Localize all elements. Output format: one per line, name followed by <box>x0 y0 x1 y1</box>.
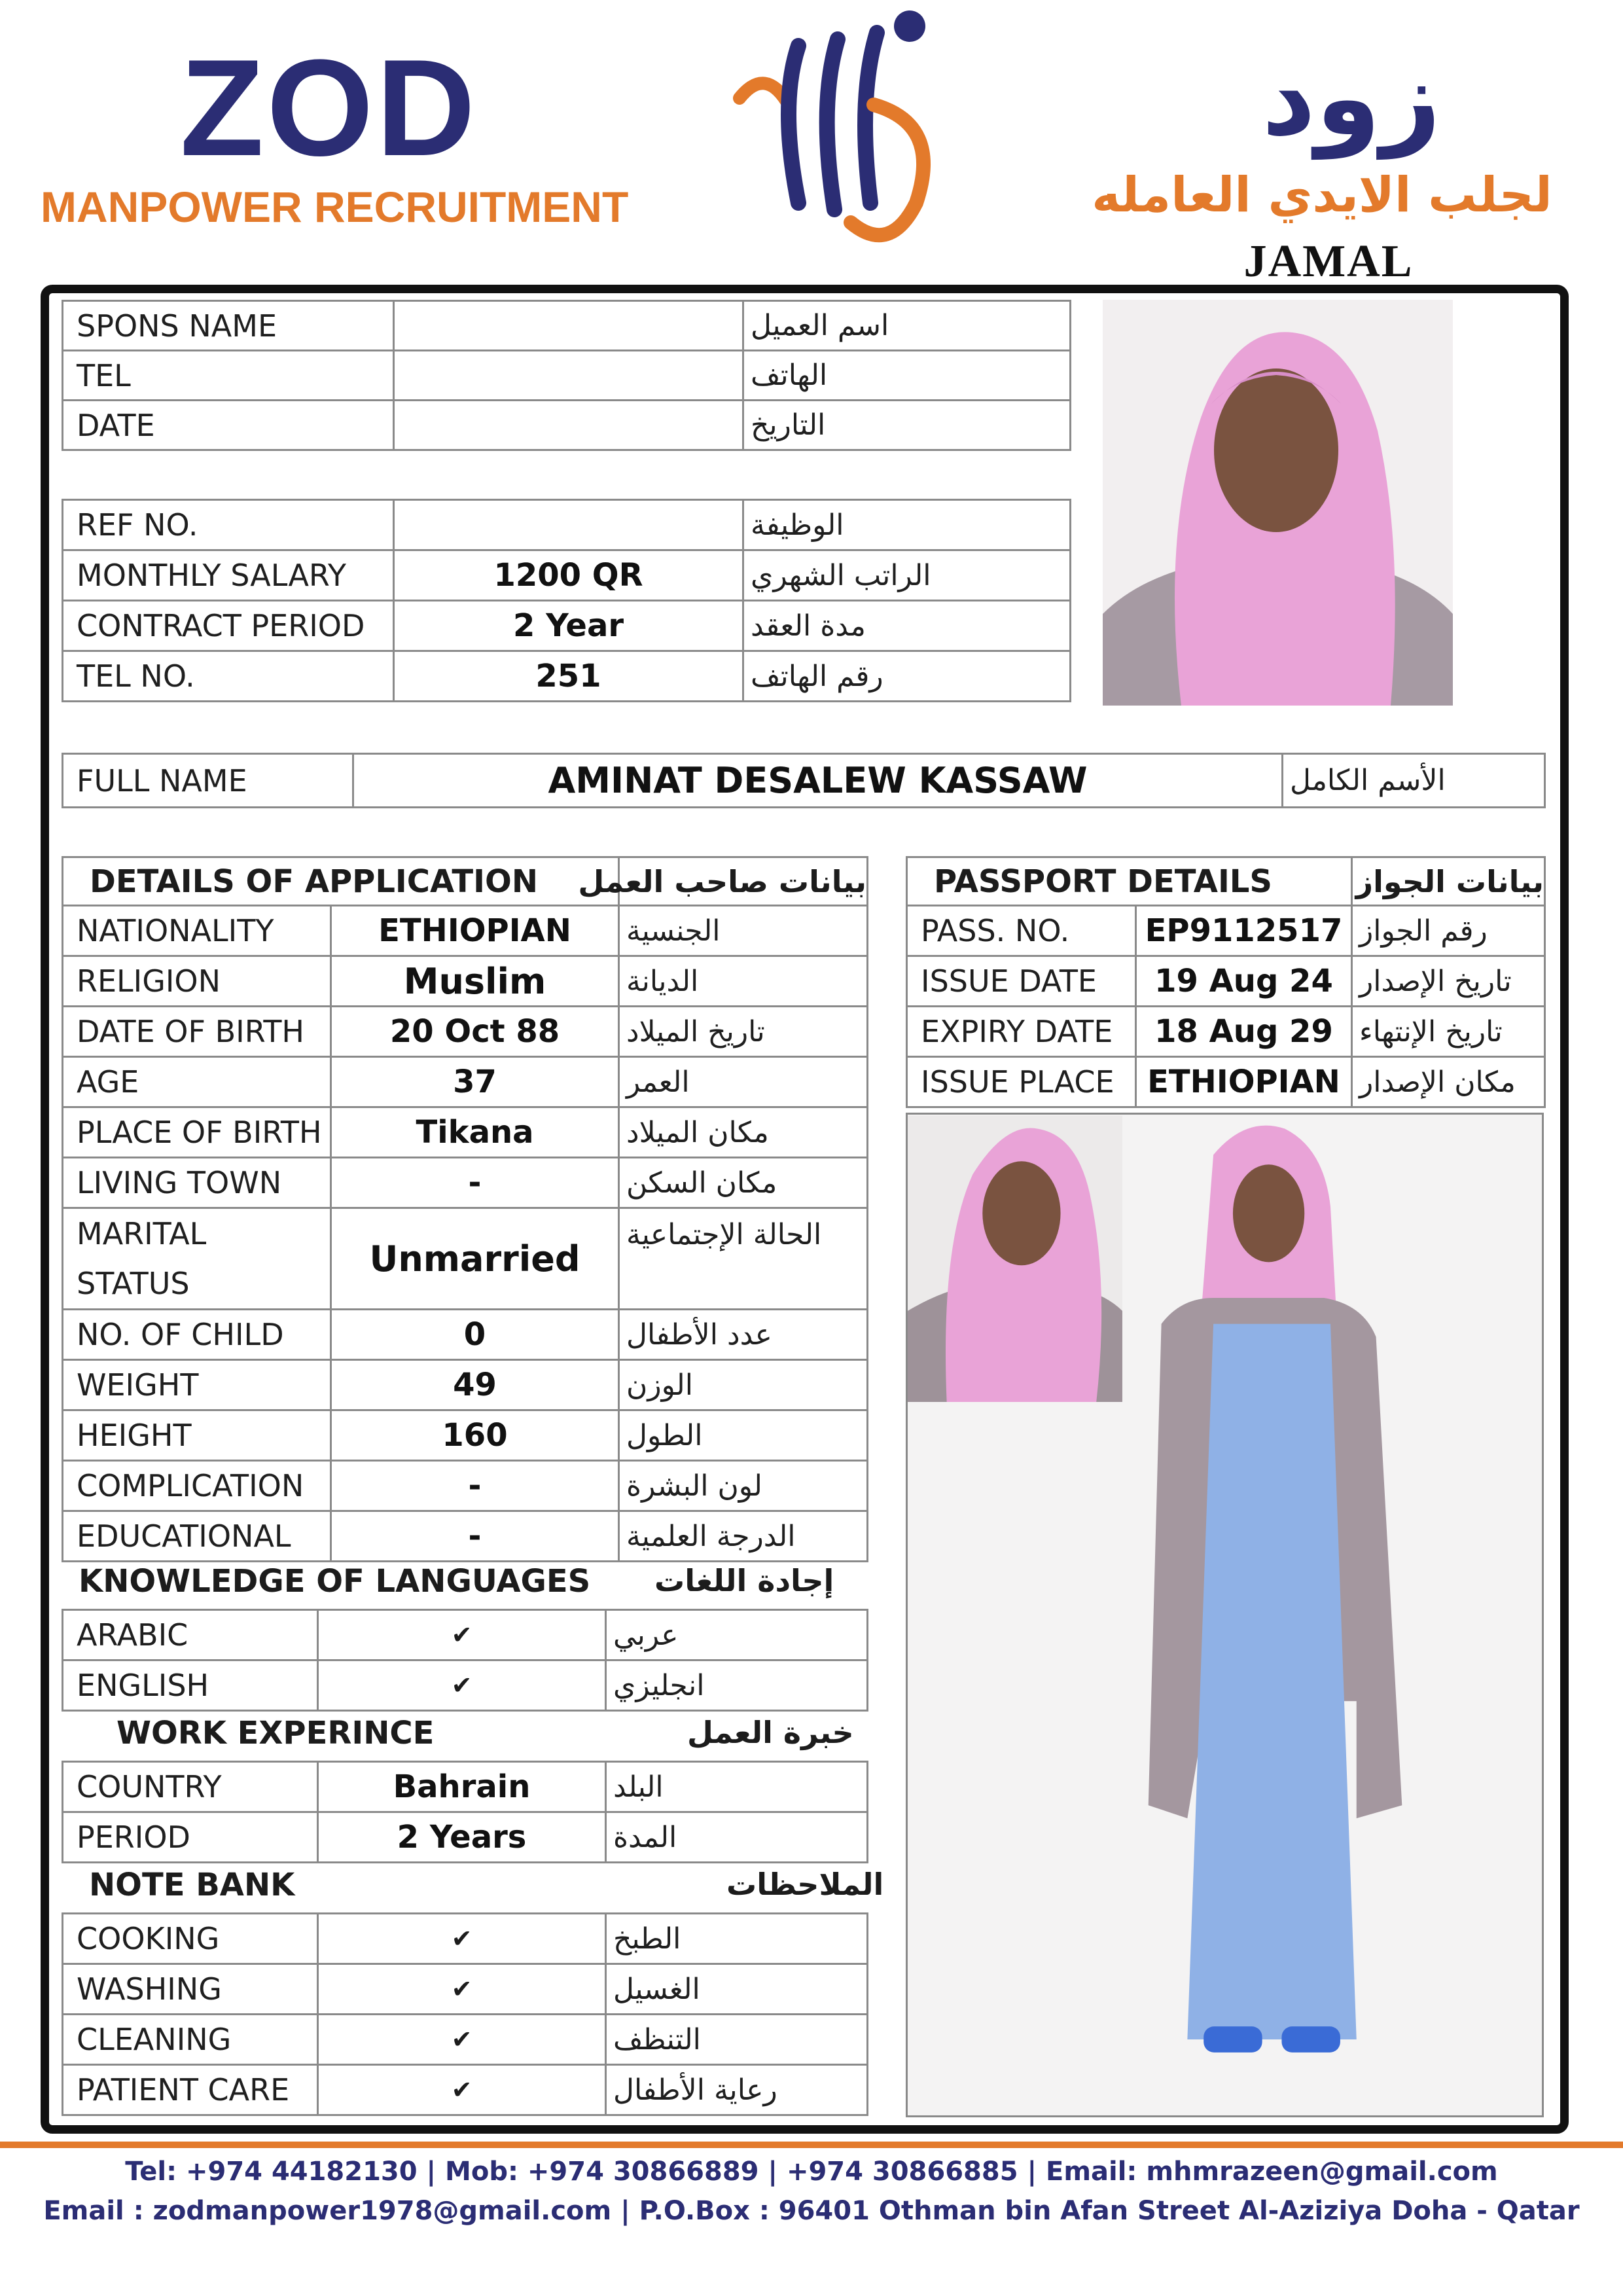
languages-table <box>62 1609 868 1712</box>
no-of-child-value: 0 <box>331 1310 619 1360</box>
date-of-birth-label: DATE OF BIRTH <box>63 1007 331 1057</box>
patient-care-label-ar: رعاية الأطفال <box>606 2065 868 2115</box>
brand-arabic-text: زود <box>1262 37 1441 159</box>
nationality-label: NATIONALITY <box>63 906 331 956</box>
full-name-label-ar: الأسم الكامل <box>1283 754 1545 808</box>
spons-name-label: SPONS NAME <box>63 301 394 351</box>
footer-address-line: Email : zodmanpower1978@gmail.com | P.O.Box : 96401 Othman bin Afan Street Al-Aziziya Doha - Qatar <box>43 2196 1580 2226</box>
brand-subtitle: MANPOWER RECRUITMENT <box>41 183 629 231</box>
cooking-check-icon: ✔ <box>318 1914 606 1964</box>
complication-label-ar: لون البشرة <box>619 1461 868 1511</box>
full-body-photo <box>906 1113 1544 2117</box>
cooking-label-ar: الطبخ <box>606 1914 868 1964</box>
age-value: 37 <box>331 1057 619 1107</box>
full-body-figure <box>908 1115 1542 2115</box>
tel-no-label-ar: رقم الهاتف <box>743 651 1071 702</box>
cleaning-check-icon: ✔ <box>318 2015 606 2065</box>
table-row <box>63 651 1071 702</box>
expiry-date-label: EXPIRY DATE <box>907 1007 1136 1057</box>
application-table <box>62 856 868 1562</box>
table-row <box>907 906 1545 956</box>
period-label-ar: المدة <box>606 1812 868 1863</box>
marital-label-line2: STATUS <box>77 1266 190 1301</box>
full-name-value: AMINAT DESALEW KASSAW <box>353 754 1283 808</box>
issue-date-label-ar: تاريخ الإصدار <box>1352 956 1545 1007</box>
country-label-ar: البلد <box>606 1762 868 1812</box>
monthly-salary-label: MONTHLY SALARY <box>63 550 394 601</box>
tel-no-label: TEL NO. <box>63 651 394 702</box>
patient-care-label: PATIENT CARE <box>63 2065 318 2115</box>
notes-title: NOTE BANK <box>89 1867 295 1903</box>
experience-table <box>62 1761 868 1863</box>
table-row <box>63 601 1071 651</box>
weight-label-ar: الوزن <box>619 1360 868 1410</box>
patient-care-check-icon: ✔ <box>318 2065 606 2115</box>
place-of-birth-value: Tikana <box>331 1107 619 1158</box>
living-town-label: LIVING TOWN <box>63 1158 331 1208</box>
issue-place-value: ETHIOPIAN <box>1136 1057 1352 1107</box>
table-row <box>63 500 1071 550</box>
tel-no-value: 251 <box>394 651 743 702</box>
contract-table <box>62 499 1071 702</box>
nationality-label-ar: الجنسية <box>619 906 868 956</box>
monthly-salary-label-ar: الراتب الشهري <box>743 550 1071 601</box>
period-label: PERIOD <box>63 1812 318 1863</box>
expiry-date-label-ar: تاريخ الإنتهاء <box>1352 1007 1545 1057</box>
arabic-label: ARABIC <box>63 1610 318 1660</box>
place-of-birth-label: PLACE OF BIRTH <box>63 1107 331 1158</box>
pass-no-label-ar: رقم الجواز <box>1352 906 1545 956</box>
complication-label: COMPLICATION <box>63 1461 331 1511</box>
religion-label: RELIGION <box>63 956 331 1007</box>
date-label-ar: التاريخ <box>743 401 1071 450</box>
date-label: DATE <box>63 401 394 450</box>
table-row <box>63 2015 868 2065</box>
living-town-value: - <box>331 1158 619 1208</box>
place-of-birth-label-ar: مكان الميلاد <box>619 1107 868 1158</box>
issue-place-label-ar: مكان الإصدار <box>1352 1057 1545 1107</box>
table-row <box>907 1007 1545 1057</box>
ref-no-field <box>394 500 743 550</box>
table-row <box>63 401 1071 450</box>
table-row <box>907 1057 1545 1107</box>
passport-title: PASSPORT DETAILS <box>907 857 1352 906</box>
english-label: ENGLISH <box>63 1660 318 1711</box>
ref-no-label: REF NO. <box>63 500 394 550</box>
portrait-figure <box>1103 300 1453 706</box>
table-row <box>63 301 1071 351</box>
table-row <box>63 1007 868 1057</box>
table-row <box>63 906 868 956</box>
brand-arabic-subtitle: لجلب الايدي العامله <box>1092 167 1552 223</box>
religion-label-ar: الديانة <box>619 956 868 1007</box>
passport-table <box>906 856 1546 1108</box>
table-row <box>63 754 1545 808</box>
monthly-salary-value: 1200 QR <box>394 550 743 601</box>
full-name-table <box>62 753 1546 808</box>
table-row <box>63 550 1071 601</box>
washing-label: WASHING <box>63 1964 318 2015</box>
portrait-photo <box>1103 300 1453 706</box>
contract-period-value: 2 Year <box>394 601 743 651</box>
table-row <box>63 2065 868 2115</box>
age-label-ar: العمر <box>619 1057 868 1107</box>
pass-no-value: EP9112517 <box>1136 906 1352 956</box>
arabic-check-icon: ✔ <box>318 1610 606 1660</box>
religion-value: Muslim <box>331 956 619 1007</box>
table-row <box>63 1310 868 1360</box>
table-row <box>63 1812 868 1863</box>
languages-title: KNOWLEDGE OF LANGUAGES <box>79 1563 591 1600</box>
table-row <box>63 1208 868 1310</box>
passport-header-row <box>907 857 1545 906</box>
spons-name-label-ar: اسم العميل <box>743 301 1071 351</box>
cleaning-label: CLEANING <box>63 2015 318 2065</box>
table-row <box>63 1511 868 1562</box>
table-row <box>63 956 868 1007</box>
table-row <box>63 1057 868 1107</box>
contract-period-label: CONTRACT PERIOD <box>63 601 394 651</box>
table-row <box>63 1610 868 1660</box>
full-name-label: FULL NAME <box>63 754 353 808</box>
application-title-ar: بيانات صاحب العمل <box>619 857 868 906</box>
nationality-value: ETHIOPIAN <box>331 906 619 956</box>
table-row <box>63 1360 868 1410</box>
marital-status-value: Unmarried <box>331 1208 619 1310</box>
date-of-birth-label-ar: تاريخ الميلاد <box>619 1007 868 1057</box>
table-row <box>907 956 1545 1007</box>
footer-divider <box>0 2142 1623 2148</box>
cooking-label: COOKING <box>63 1914 318 1964</box>
country-label: COUNTRY <box>63 1762 318 1812</box>
expiry-date-value: 18 Aug 29 <box>1136 1007 1352 1057</box>
sponsor-table <box>62 300 1071 451</box>
table-row <box>63 1158 868 1208</box>
living-town-label-ar: مكان السكن <box>619 1158 868 1208</box>
agent-name: JAMAL <box>1243 236 1414 287</box>
cleaning-label-ar: التنظف <box>606 2015 868 2065</box>
educational-label-ar: الدرجة العلمية <box>619 1511 868 1562</box>
washing-check-icon: ✔ <box>318 1964 606 2015</box>
brand-logo-text: ZOD <box>180 31 478 185</box>
issue-date-value: 19 Aug 24 <box>1136 956 1352 1007</box>
table-row <box>63 1410 868 1461</box>
table-row <box>63 1964 868 2015</box>
complication-value: - <box>331 1461 619 1511</box>
issue-place-label: ISSUE PLACE <box>907 1057 1136 1107</box>
notes-title-ar: الملاحظات <box>726 1867 884 1902</box>
height-value: 160 <box>331 1410 619 1461</box>
languages-title-ar: إجادة اللغات <box>654 1563 834 1598</box>
application-title: DETAILS OF APPLICATION <box>63 857 619 906</box>
weight-label: WEIGHT <box>63 1360 331 1410</box>
no-of-child-label-ar: عدد الأطفال <box>619 1310 868 1360</box>
date-field <box>394 401 743 450</box>
date-of-birth-value: 20 Oct 88 <box>331 1007 619 1057</box>
english-check-icon: ✔ <box>318 1660 606 1711</box>
tel-field <box>394 351 743 401</box>
period-value: 2 Years <box>318 1812 606 1863</box>
footer-contact-line: Tel: +974 44182130 | Mob: +974 30866889 | +974 30866885 | Email: mhmrazeen@gmail.com <box>125 2157 1498 2187</box>
age-label: AGE <box>63 1057 331 1107</box>
ref-no-label-ar: الوظيفة <box>743 500 1071 550</box>
pass-no-label: PASS. NO. <box>907 906 1136 956</box>
educational-label: EDUCATIONAL <box>63 1511 331 1562</box>
washing-label-ar: الغسيل <box>606 1964 868 2015</box>
marital-status-label <box>63 1208 331 1310</box>
table-row <box>63 1107 868 1158</box>
table-row <box>63 351 1071 401</box>
experience-title-ar: خبرة العمل <box>687 1715 854 1750</box>
weight-value: 49 <box>331 1360 619 1410</box>
application-header-row <box>63 857 868 906</box>
experience-title: WORK EXPERINCE <box>116 1715 435 1751</box>
notes-table <box>62 1912 868 2116</box>
spons-name-field <box>394 301 743 351</box>
table-row <box>63 1660 868 1711</box>
height-label-ar: الطول <box>619 1410 868 1461</box>
table-row <box>63 1461 868 1511</box>
educational-value: - <box>331 1511 619 1562</box>
marital-status-label-ar: الحالة الإجتماعية <box>619 1208 868 1310</box>
height-label: HEIGHT <box>63 1410 331 1461</box>
no-of-child-label: NO. OF CHILD <box>63 1310 331 1360</box>
issue-date-label: ISSUE DATE <box>907 956 1136 1007</box>
table-row <box>63 1762 868 1812</box>
company-logo-icon <box>726 7 982 262</box>
country-value: Bahrain <box>318 1762 606 1812</box>
contract-period-label-ar: مدة العقد <box>743 601 1071 651</box>
english-label-ar: انجليزي <box>606 1660 868 1711</box>
marital-label-line1: MARITAL <box>77 1216 207 1251</box>
arabic-label-ar: عربي <box>606 1610 868 1660</box>
tel-label-ar: الهاتف <box>743 351 1071 401</box>
tel-label: TEL <box>63 351 394 401</box>
table-row <box>63 1914 868 1964</box>
passport-title-ar: بيانات الجواز <box>1352 857 1545 906</box>
